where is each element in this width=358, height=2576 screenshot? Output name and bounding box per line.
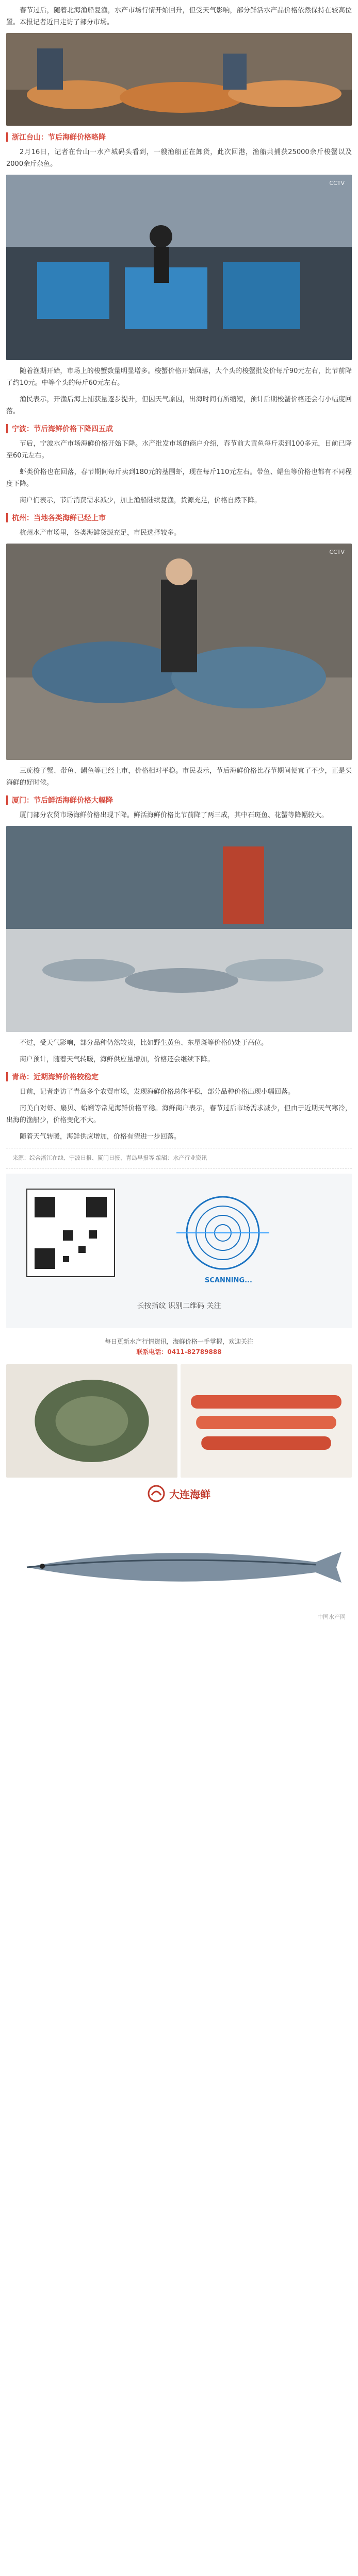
section-paragraph: 节后，宁波水产市场海鲜价格开始下降。水产批发市场的商户介绍，春节前大黄鱼每斤卖到100多元，目前已降至60元左右。 (6, 440, 352, 460)
callout-text: 每日更新水产行情资讯，海鲜价格一手掌握，欢迎关注 (104, 1338, 253, 1345)
section-paragraph: 随着渔期开始，市场上的梭蟹数量明显增多。梭蟹价格开始回落，大个头的梭蟹批发价每斤90元左右，比节前降了约10元。中等个头的每斤60元左右。 (6, 367, 352, 387)
abalone-photo (6, 1364, 177, 1478)
follow-callout (6, 1333, 352, 1360)
crab-basket-photo (6, 544, 352, 760)
brand-name: 大连海鲜 (169, 1488, 210, 1501)
scanning-label: SCANNING... (205, 1277, 252, 1284)
qr-scan-block (6, 1174, 352, 1328)
section-header-1 (6, 132, 352, 142)
phone-text: 联系电话：0411-82789888 (136, 1348, 222, 1355)
saury-fish-photo (6, 1505, 352, 1624)
section-title: 宁波：节后海鲜价格下降四五成 (12, 425, 113, 433)
section-paragraph: 商户们表示，节后消费需求减少，加上渔船陆续复渔，货源充足，价格自然下降。 (20, 497, 262, 504)
section-paragraph: 随着天气转暖，海鲜供应增加，价格有望进一步回落。 (20, 1133, 181, 1141)
section-paragraph: 2月16日，记者在台山一水产城码头看到，一艘渔船正在卸货，此次回港，渔船共捕获25000余斤梭蟹以及2000余斤杂鱼。 (6, 148, 352, 168)
section-paragraph: 虾类价格也在回落，春节期间每斤卖到180元的基围虾，现在每斤110元左右。带鱼、鲳鱼等价格也都有不同程度下降。 (6, 468, 352, 488)
qr-caption: 长按指纹 识别二维码 关注 (137, 1302, 221, 1310)
product-photo-row (6, 1364, 352, 1478)
watermark: 中国水产网 (317, 1614, 346, 1620)
brand-logo (6, 1485, 352, 1502)
section-paragraph: 不过，受天气影响，部分品种仍然较贵，比如野生黄鱼、东星斑等价格仍处于高位。 (20, 1039, 268, 1047)
section-paragraph: 日前，记者走访了青岛多个农贸市场，发现海鲜价格总体平稳，部分品种价格出现小幅回落。 (20, 1088, 295, 1096)
section-paragraph: 渔民表示，开渔后海上捕获量逐步提升，但因天气原因，出海时间有所缩短，预计后期梭蟹价格还会有小幅度回落。 (6, 396, 352, 415)
section-header-2 (6, 423, 352, 434)
section-paragraph: 南美白对虾、扇贝、蛤蜊等常见海鲜价格平稳。海鲜商户表示，春节过后市场需求减少，但由于近期天气寒冷，出海的渔船少，价格变化不大。 (6, 1105, 352, 1124)
section-paragraph: 三疣梭子蟹、带鱼、鲳鱼等已经上市，价格相对平稳。市民表示，节后海鲜价格比春节期间便宜了不少，正是买海鲜的好时候。 (6, 767, 352, 787)
section-paragraph: 杭州水产市场里，各类海鲜货源充足，市民选择较多。 (20, 529, 181, 537)
section-header-5 (6, 1072, 352, 1082)
brand-emblem-icon (148, 1485, 165, 1502)
section-header-3 (6, 513, 352, 523)
source-note: 来源：综合浙江在线、宁波日报、厦门日报、青岛早报等 编辑：水产行业资讯 (6, 1148, 352, 1168)
section-paragraph: 商户预计，随着天气转暖，海鲜供应量增加，价格还会继续下降。 (20, 1056, 215, 1063)
section-title: 杭州：当地各类海鲜已经上市 (12, 514, 106, 522)
section-title: 青岛：近期海鲜价格较稳定 (12, 1073, 99, 1081)
section-paragraph: 厦门部分农贸市场海鲜价格出现下降。鲜活海鲜价格比节前降了两三成，其中石斑鱼、花蟹等降幅较大。 (20, 811, 329, 819)
section-header-4 (6, 795, 352, 805)
top-market-photo (6, 33, 352, 126)
fish-stall-photo (6, 826, 352, 1032)
image-stamp: CCTV (329, 549, 345, 555)
section-title: 厦门：节后鲜活海鲜价格大幅降 (12, 796, 113, 805)
crab-legs-photo (181, 1364, 352, 1478)
section-title: 浙江台山：节后海鲜价格略降 (12, 133, 106, 142)
image-stamp: CCTV (329, 180, 345, 187)
intro-paragraph: 春节过后，随着北海渔船复渔，水产市场行情开始回升，但受天气影响，部分鲜活水产品价格依然保持在较高位置。本报记者近日走访了部分市场。 (6, 7, 352, 26)
dock-unloading-photo (6, 175, 352, 360)
